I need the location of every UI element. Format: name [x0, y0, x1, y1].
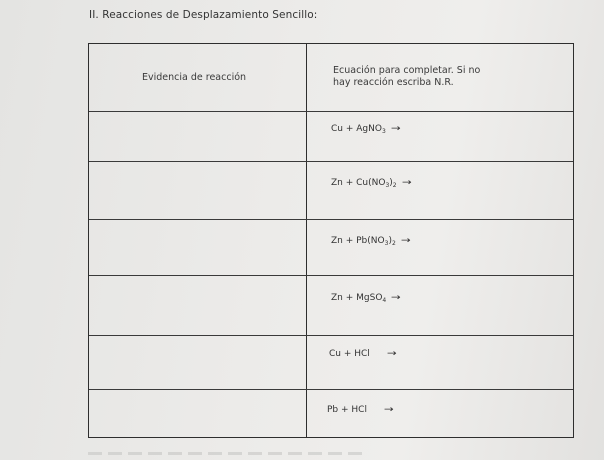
equation-cell[interactable]	[307, 162, 573, 219]
arrow-icon: →	[401, 178, 412, 188]
equation-cell[interactable]	[307, 336, 573, 389]
header-cell-evidence	[89, 44, 306, 111]
equation-text: Cu + HCl →	[329, 349, 397, 359]
reaction-table	[88, 43, 574, 438]
evidence-cell[interactable]	[89, 220, 306, 275]
header-cell-equation	[307, 44, 573, 111]
evidence-cell[interactable]	[89, 112, 306, 161]
equation-text: $Zn + Pb(NO_3)_2$ →	[331, 236, 411, 247]
equation-cell[interactable]	[307, 112, 573, 161]
arrow-icon: →	[391, 293, 401, 303]
arrow-icon: →	[390, 124, 401, 134]
table-row	[89, 112, 573, 162]
table-row	[89, 336, 573, 390]
equation-text: $Zn + Cu(NO_3)_2$ →	[331, 178, 412, 189]
table-row	[89, 276, 573, 336]
equation-text: Pb + HCl →	[327, 405, 394, 415]
table-header-row	[89, 44, 573, 112]
table-row	[89, 162, 573, 220]
evidence-cell[interactable]	[89, 276, 306, 335]
evidence-cell[interactable]	[89, 390, 306, 439]
equation-text: Zn + MgSO$_4$ →	[331, 293, 401, 304]
section-title: II. Reacciones de Desplazamiento Sencillo:	[89, 9, 318, 21]
arrow-icon: →	[383, 405, 394, 415]
table-row	[89, 220, 573, 276]
arrow-icon: →	[386, 349, 397, 359]
arrow-icon: →	[400, 236, 411, 246]
header-equation-line2: hay reacción escriba N.R.	[333, 77, 454, 88]
equation-text: Cu + AgNO$_3$ →	[331, 124, 401, 135]
header-evidence-label: Evidencia de reacción	[142, 72, 247, 83]
cut-off-text-line	[88, 452, 368, 455]
header-equation-line1: Ecuación para completar. Si no	[333, 65, 481, 76]
table-row	[89, 390, 573, 439]
evidence-cell[interactable]	[89, 162, 306, 219]
equation-cell[interactable]	[307, 390, 573, 439]
equation-cell[interactable]	[307, 276, 573, 335]
equation-cell[interactable]	[307, 220, 573, 275]
evidence-cell[interactable]	[89, 336, 306, 389]
header-equation-label	[333, 65, 513, 89]
